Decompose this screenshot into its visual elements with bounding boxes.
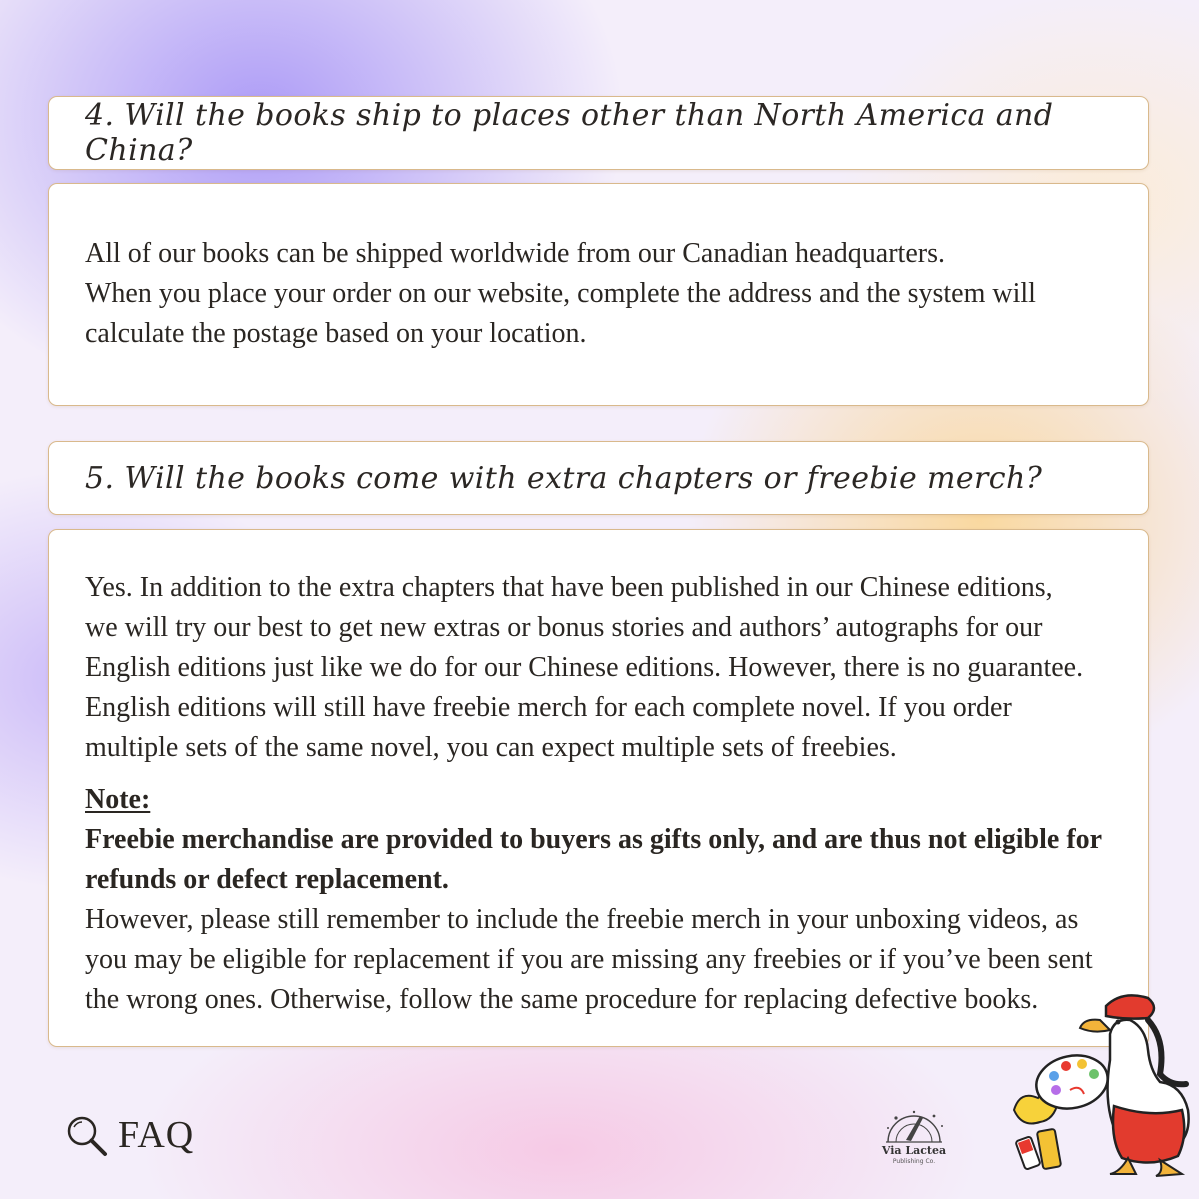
paint-tube-icon [1015,1129,1061,1170]
answer-5-line: multiple sets of the same novel, you can expect multiple sets of freebies. [85,732,897,763]
note-line: However, please still remember to include the freebie merch in your unboxing videos, as [85,904,1079,935]
note-bold-line: Freebie merchandise are provided to buyers as gifts only, and are thus not eligible for [85,824,1103,855]
faq-answer-5 [48,529,1149,1047]
goose-painter-illustration [1010,990,1199,1180]
note-line: you may be eligible for replacement if you are missing any freebies or if you’ve been sent [85,944,1093,975]
faq-question-4 [48,96,1149,170]
answer-4-line: All of our books can be shipped worldwide from our Canadian headquarters. [85,238,945,269]
logo-name: Via Lactea [881,1144,947,1157]
magnifier-icon [64,1113,108,1157]
faq-label: FAQ [118,1114,195,1156]
note-title: Note: [85,784,151,815]
answer-5-line: English editions will still have freebie merch for each complete novel. If you order [85,692,1012,723]
question-4-text: 4. Will the books ship to places other than North America and China? [85,98,1054,168]
faq-question-5 [48,441,1149,515]
answer-4-line: calculate the postage based on your location. [85,318,587,349]
question-5-text: 5. Will the books come with extra chapters or freebie merch? [85,460,1043,496]
answer-5-line: English editions just like we do for our Chinese editions. However, there is no guarantee. [85,652,1084,683]
faq-footer [64,1110,194,1160]
note-bold-line: refunds or defect replacement. [85,864,449,895]
logo-subtitle: Publishing Co. [892,1158,936,1165]
note-line: the wrong ones. Otherwise, follow the same procedure for replacing defective books. [85,984,1039,1015]
faq-answer-4 [48,183,1149,406]
answer-5-line: we will try our best to get new extras or bonus stories and authors’ autographs for our [85,612,1043,643]
answer-5-line: Yes. In addition to the extra chapters that have been published in our Chinese editions, [85,572,1053,603]
answer-4-line: When you place your order on our website, complete the address and the system will [85,278,1036,309]
